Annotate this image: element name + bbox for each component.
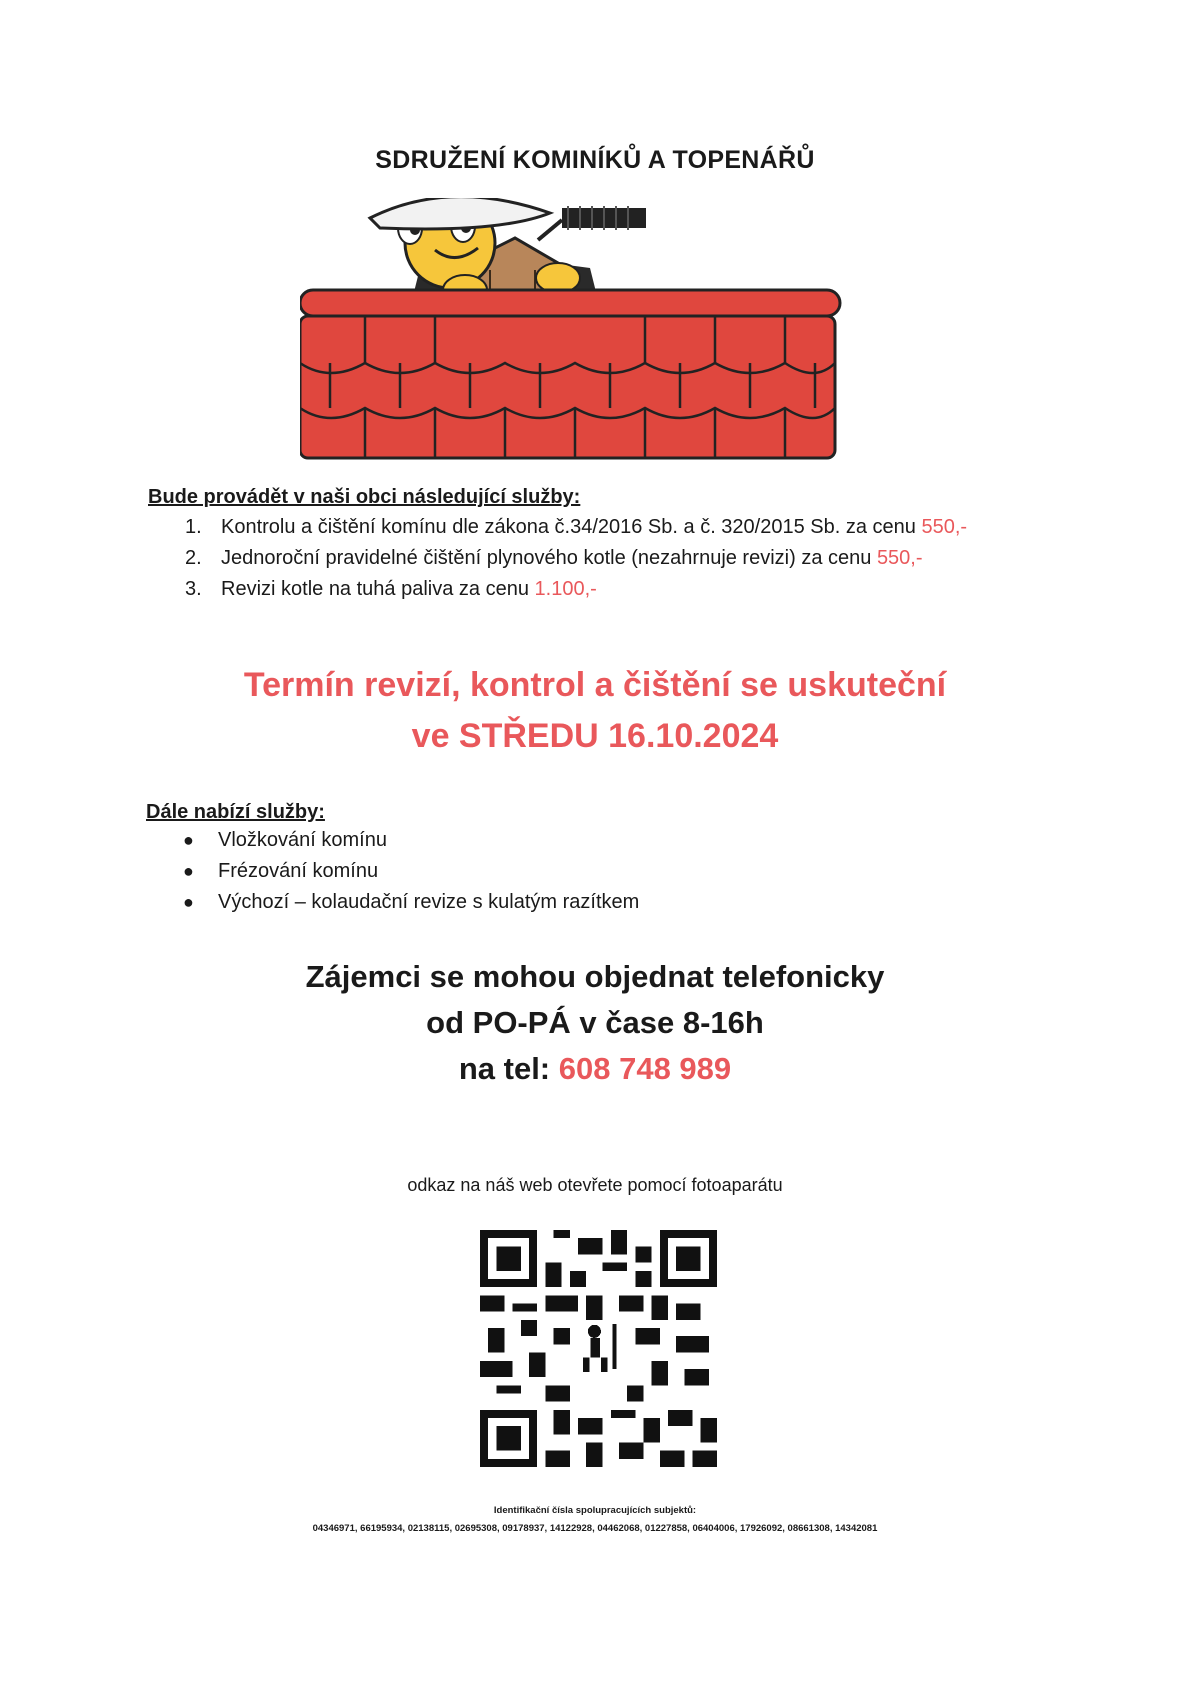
list-item: 2. Jednoroční pravidelné čištění plynového kotle (nezahrnuje revizi) za cenu 550,- bbox=[185, 547, 923, 569]
term-announcement: Termín revizí, kontrol a čištění se uskuteční ve STŘEDU 16.10.2024 bbox=[243, 666, 947, 755]
services-list bbox=[185, 512, 967, 605]
more-services-list bbox=[183, 825, 639, 918]
ids-list: 04346971, 66195934, 02138115, 02695308, 09178937, 14122928, 04462068, 01227858, 06404006, 17926092, 08661308, 14342081 bbox=[312, 1523, 878, 1534]
bullet-icon: ● bbox=[183, 830, 194, 850]
contact-block: Zájemci se mohou objednat telefonicky od PO-PÁ v čase 8-16h na tel: 608 748 989 bbox=[305, 959, 885, 1086]
list-item: ● Frézování komínu bbox=[183, 856, 639, 887]
services-heading: Bude provádět v naši obci následující služby: bbox=[148, 486, 581, 508]
list-item: 1. Kontrolu a čištění komínu dle zákona č.34/2016 Sb. a č. 320/2015 Sb. za cenu 550,- bbox=[185, 516, 968, 538]
chimney-sweep-illustration bbox=[300, 198, 900, 460]
ids-title: Identifikační čísla spolupracujících subjektů: bbox=[493, 1505, 697, 1516]
roof-tiles bbox=[300, 290, 840, 458]
bullet-icon: ● bbox=[183, 861, 194, 881]
list-item: 3. Revizi kotle na tuhá paliva za cenu 1.100,- bbox=[185, 578, 597, 600]
list-item: ● Výchozí – kolaudační revize s kulatým razítkem bbox=[183, 887, 639, 918]
more-services-heading: Dále nabízí služby: bbox=[146, 801, 325, 823]
page-title: SDRUŽENÍ KOMINÍKŮ A TOPENÁŘŮ bbox=[375, 146, 815, 174]
price: 550,- bbox=[921, 516, 968, 538]
list-item: ● Vložkování komínu bbox=[183, 825, 639, 856]
phone-number: 608 748 989 bbox=[558, 1051, 732, 1086]
bullet-icon: ● bbox=[183, 892, 194, 912]
qr-caption: odkaz na náš web otevřete pomocí fotoaparátu bbox=[407, 1175, 783, 1195]
price: 550,- bbox=[876, 547, 923, 569]
qr-code-icon[interactable] bbox=[480, 1230, 717, 1467]
price: 1.100,- bbox=[534, 578, 597, 600]
